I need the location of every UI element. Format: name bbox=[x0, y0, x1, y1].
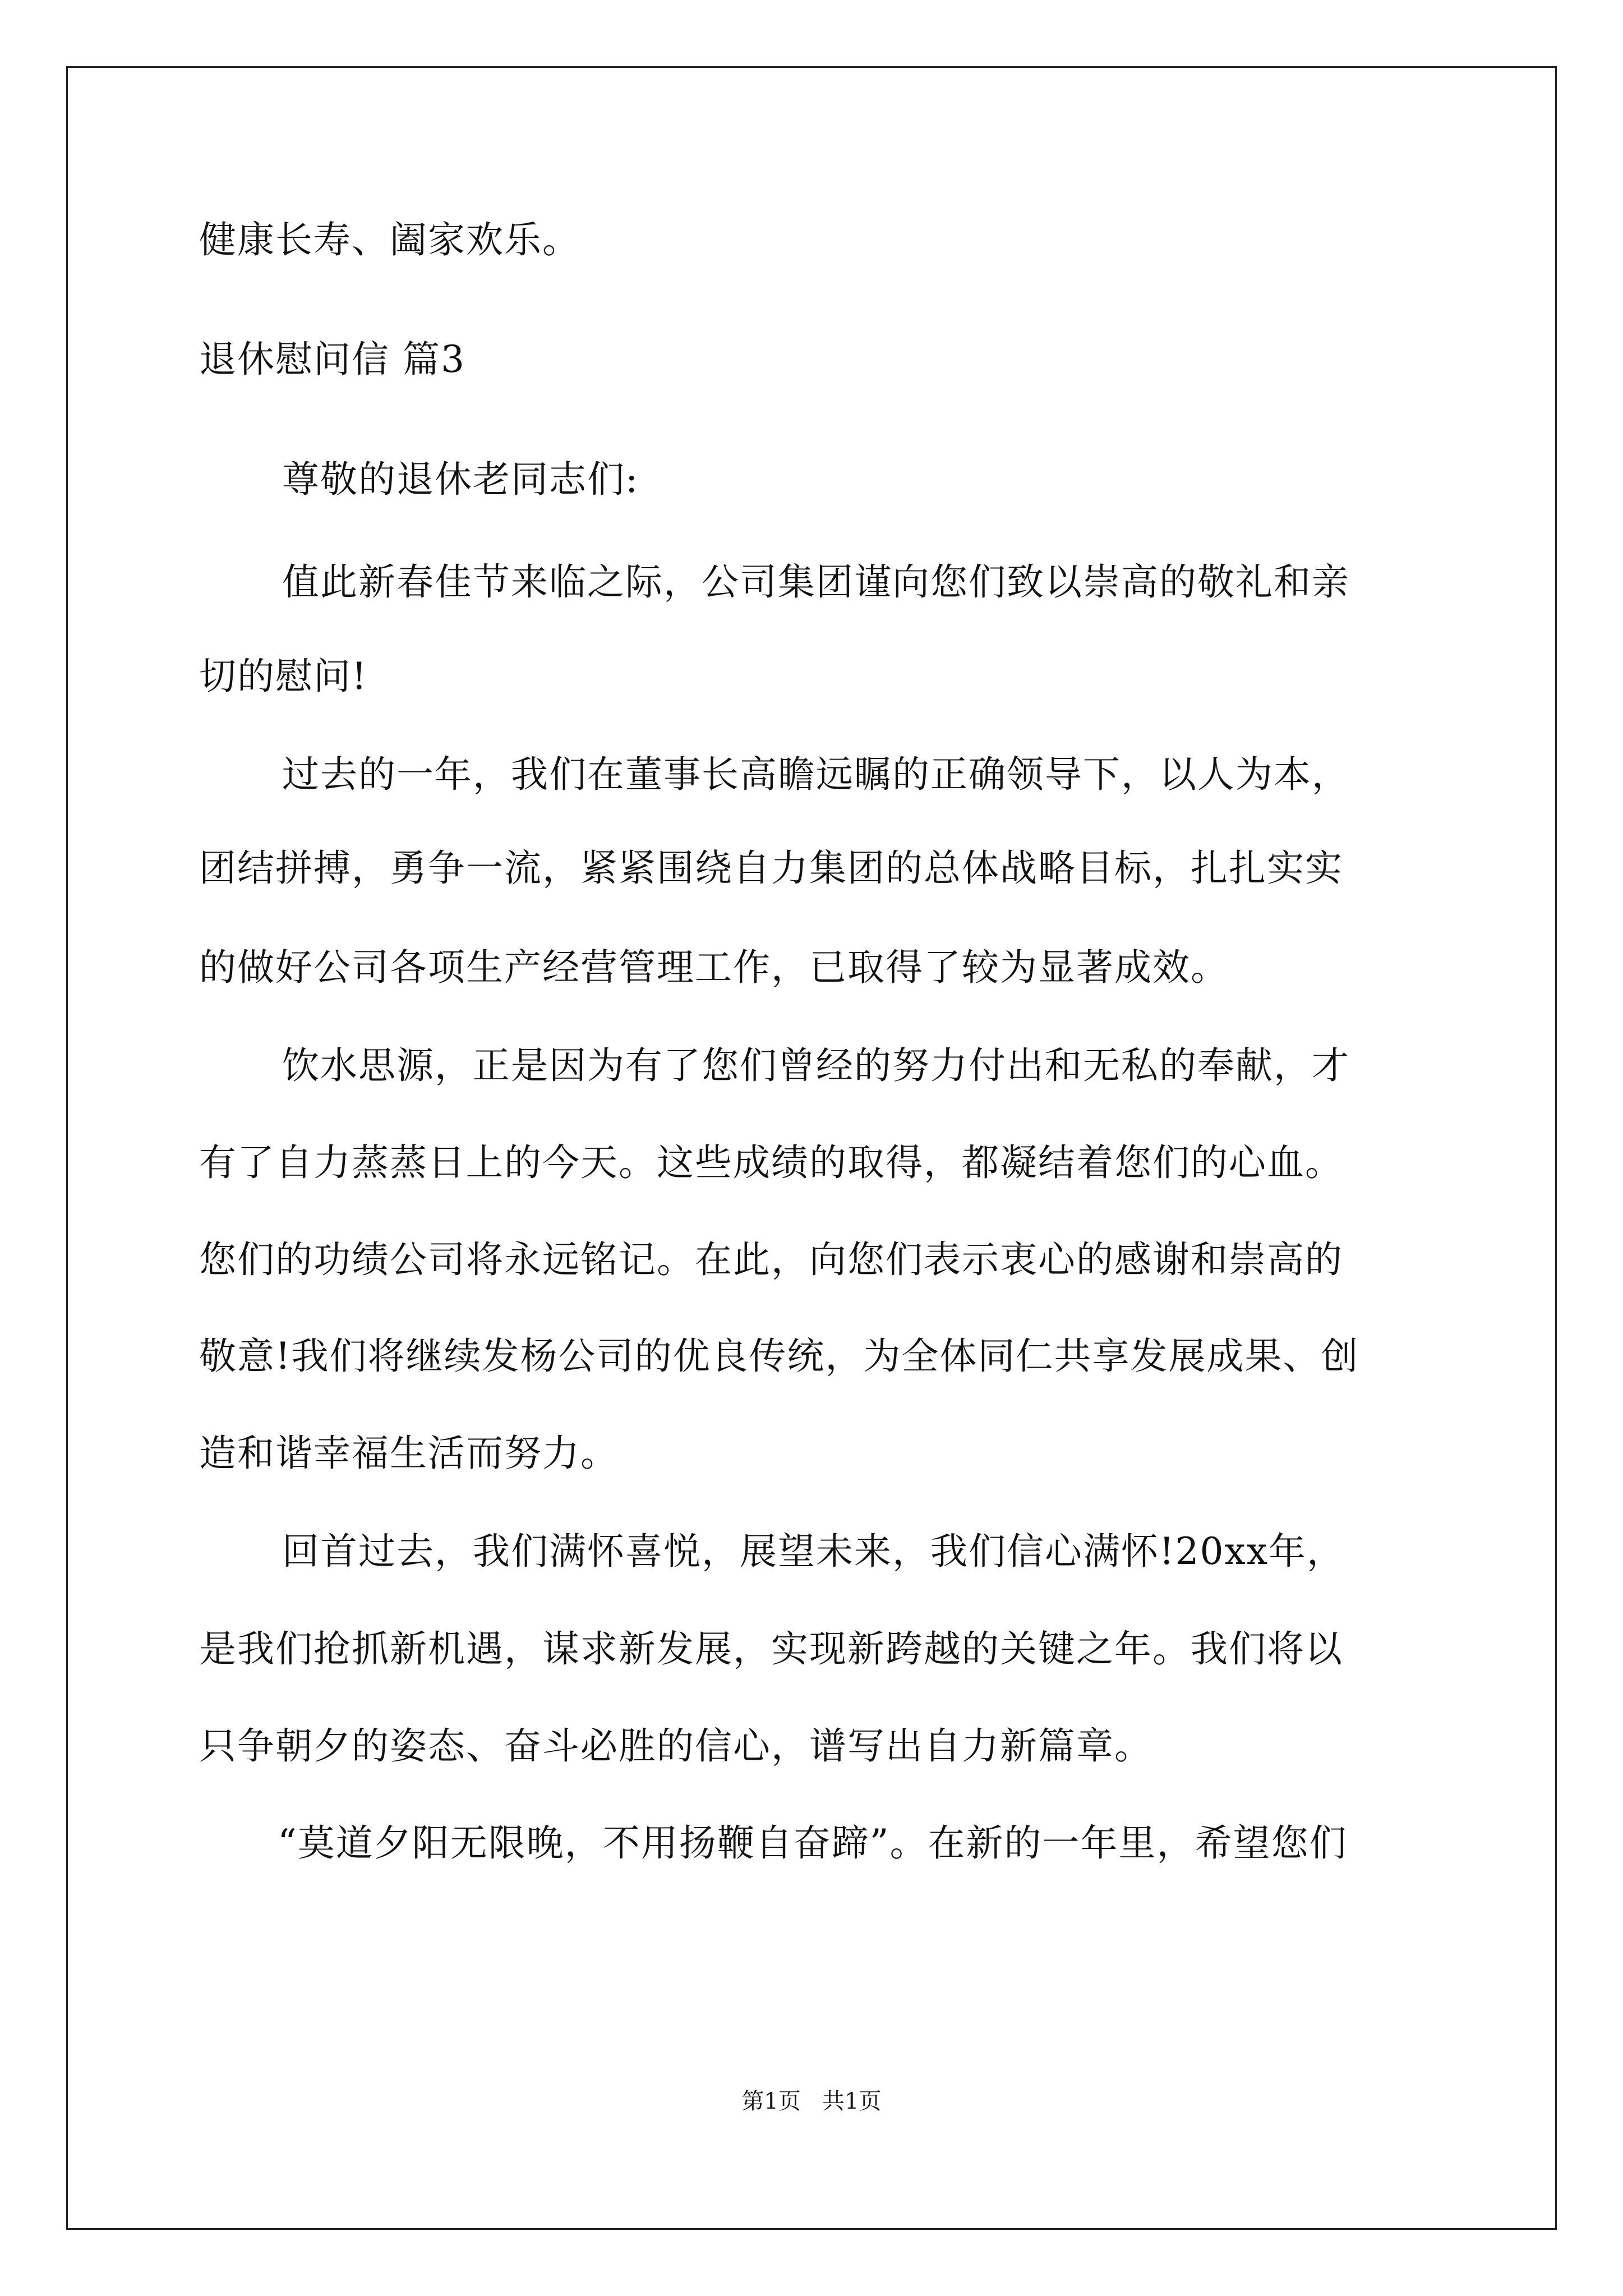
page-number: 第1页 共1页 bbox=[741, 2088, 882, 2114]
paragraph-line: “莫道夕阳无限晚，不用扬鞭自奋蹄”。在新的一年里，希望您们 bbox=[278, 1821, 1348, 1865]
paragraph-line: 切的慰问! bbox=[199, 655, 368, 698]
paragraph-line: 团结拼搏，勇争一流，紧紧围绕自力集团的总体战略目标，扎扎实实 bbox=[199, 846, 1343, 890]
paragraph-line: 过去的一年，我们在董事长高瞻远瞩的正确领导下，以人为本， bbox=[282, 753, 1350, 796]
section-heading: 退休慰问信 篇3 bbox=[199, 338, 465, 381]
paragraph-line: 是我们抢抓新机遇，谋求新发展，实现新跨越的关键之年。我们将以 bbox=[199, 1627, 1343, 1671]
paragraph-line: 回首过去，我们满怀喜悦，展望未来，我们信心满怀!20xx年， bbox=[282, 1530, 1345, 1573]
paragraph-line: 您们的功绩公司将永远铭记。在此，向您们表示衷心的感谢和崇高的 bbox=[199, 1238, 1343, 1281]
paragraph-line: 敬意!我们将继续发杨公司的优良传统，为全体同仁共享发展成果、创 bbox=[199, 1335, 1359, 1378]
paragraph-line: 的做好公司各项生产经营管理工作，已取得了较为显著成效。 bbox=[199, 946, 1229, 989]
paragraph-line: 有了自力蒸蒸日上的今天。这些成绩的取得，都凝结着您们的心血。 bbox=[199, 1141, 1343, 1184]
paragraph-line: 值此新春佳节来临之际，公司集团谨向您们致以崇高的敬礼和亲 bbox=[282, 560, 1350, 604]
paragraph-line: 健康长寿、阖家欢乐。 bbox=[199, 218, 580, 261]
paragraph-line: 只争朝夕的姿态、奋斗必胜的信心，谱写出自力新篇章。 bbox=[199, 1724, 1152, 1768]
salutation: 尊敬的退休老同志们: bbox=[282, 458, 639, 501]
page-footer bbox=[0, 2090, 1623, 2113]
paragraph-line: 饮水思源，正是因为有了您们曾经的努力付出和无私的奉献，才 bbox=[282, 1044, 1350, 1087]
paragraph-line: 造和谐幸福生活而努力。 bbox=[199, 1432, 619, 1475]
